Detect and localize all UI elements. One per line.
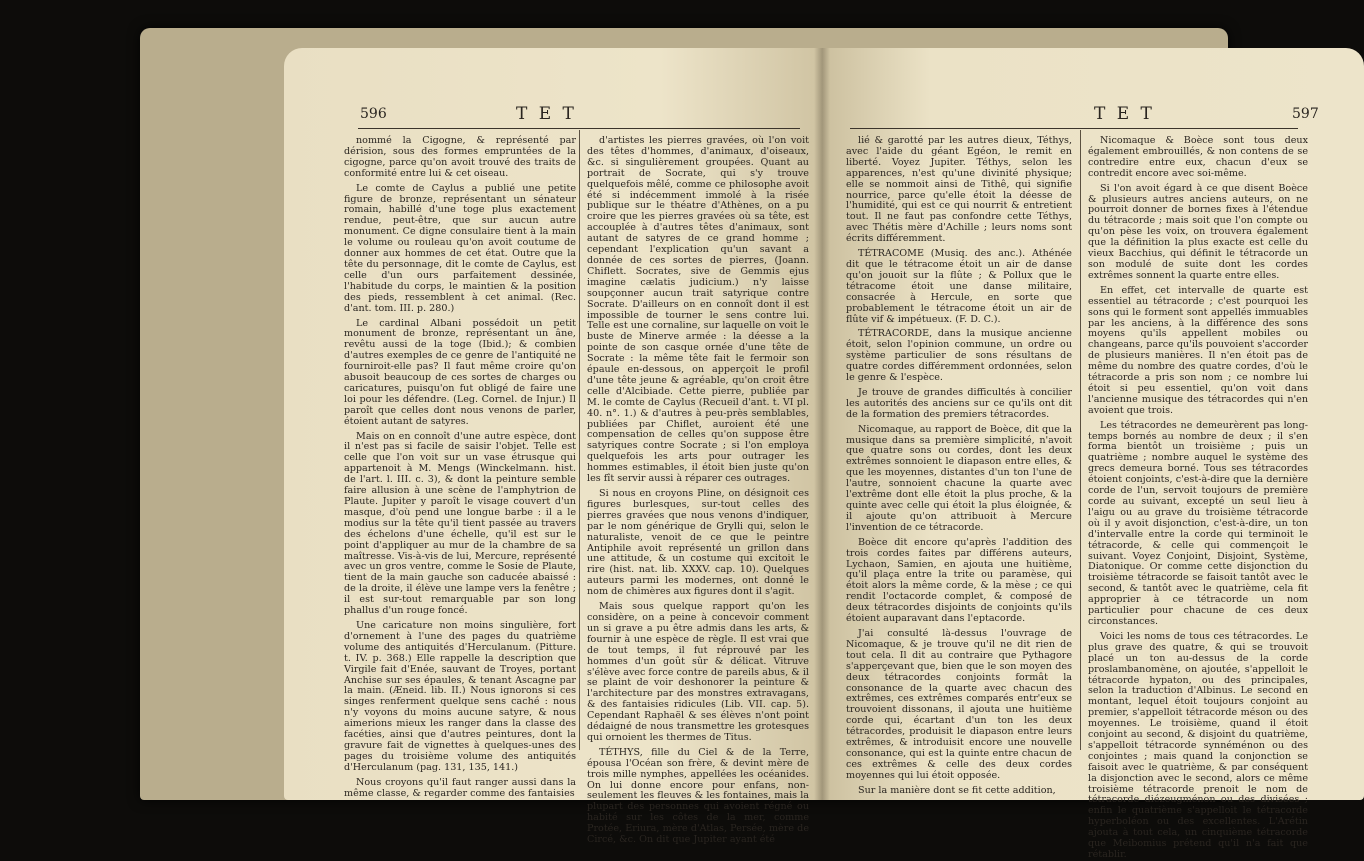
text-column-right-2 <box>1088 135 1308 860</box>
paragraph: Les tétracordes ne demeurèrent pas long-temps bornés au nombre de deux ; il s'en forma bientôt un troisième ; puis un quatrième ; nombre auquel le système des grecs demeura borné. Tous ses tétracordes étoient conjoints, c'est-à-dire que la dernière corde de l'un, servoit toujours de première corde au suivant, excepté un seul lieu à l'aigu ou au grave du troisième tétracorde où il y avoit disjonction, c'est-à-dire, un ton d'intervalle entre la corde qui terminoit le tétracorde, & celle qui commençoit le suivant. Voyez Conjoint, Disjoint, Système, Diatonique. Or comme cette disjonction du troisième tétracorde se faisoit tantôt avec le second, & tantôt avec le quatrième, cela fit approprier à ce tétracorde un nom particulier pour chacune de ces deux circonstances. <box>1088 419 1308 627</box>
paragraph: Nicomaque & Boèce sont tous deux également embrouillés, & non contens de se contredire entre eux, chacun d'eux se contredit encore avec soi-même. <box>1088 135 1308 179</box>
paragraph: Mais sous quelque rapport qu'on les considère, on a peine à concevoir comment un si grave a pu être admis dans les arts, & fournir à une espèce de règle. Il est vrai que de tout temps, il fut réprouvé par les hommes d'un goût sûr & délicat. Vitruve s'élève avec force contre de pareils abus, & il se plaint de voir deshonorer la peinture & l'architecture par des monstres extravagans, & des fantaisies ridicules (Lib. VII. cap. 5). Cependant Raphaël & ses élèves n'ont point dédaigné de nous transmettre les grotesques qui ornoient les thermes de Titus. <box>587 601 809 743</box>
paragraph: Mais on en connoît d'une autre espèce, dont il n'est pas si facile de saisir l'objet. Telle est celle que l'on voit sur un vase étrusque qui appartenoit à M. Mengs (Winckelmann. hist. de l'art. l. III. c. 3), & dont la peinture semble faire allusion à une scène de l'amphytrion de Plaute. Jupiter y paroît le visage couvert d'un masque, d'où pend une longue barbe : il a le modius sur la tête qu'il tient passée au travers des échelons d'une échelle, qu'il est sur le point d'appliquer au mur de la chambre de sa maîtresse. Vis-à-vis de lui, Mercure, représenté avec un gros ventre, comme le Sosie de Plaute, tient de la main gauche son caducée abaissé : de la droite, il élève une lampe vers la fenêtre ; il est sur-tout remarquable par son long phallus d'un rouge foncé. <box>344 430 576 617</box>
paragraph: Si l'on avoit égard à ce que disent Boèce & plusieurs autres anciens auteurs, on ne pourroit donner de bornes fixes à l'étendue du tétracorde ; mais soit que l'on compte ou qu'on pèse les voix, on trouvera également que la définition la plus exacte est celle du vieux Bacchius, qui définit le tétracorde un son modulé de suite dont les cordes extrêmes sonnent la quarte entre elles. <box>1088 182 1308 281</box>
paragraph: TÉTHYS, fille du Ciel & de la Terre, épousa l'Océan son frère, & devint mère de trois mille nymphes, appellées les océanides. On lui donne encore pour enfans, non-seulement les fleuves & les fontaines, mais la plupart des personnes qui avoient régné ou habité sur les côtes de la mer, comme Protée, Eriura, mère d'Atlas, Persée, mère de Circé, &c. On dit que Jupiter ayant été <box>587 746 809 846</box>
paragraph: TÉTRACOME (Musiq. des anc.). Athénée dit que le tétracome étoit un air de danse qu'on jouoit sur la flûte ; & Pollux que le tétracome étoit une danse militaire, consacrée à Hercule, en sorte que probablement le tétracome étoit un air de flûte vif & impétueux. (F. D. C.). <box>846 248 1072 325</box>
column-divider-right <box>1080 130 1081 750</box>
paragraph: Sur la manière dont se fit cette addition, <box>858 784 1056 796</box>
paragraph: Boèce dit encore qu'après l'addition des trois cordes faites par différens auteurs, Lychaon, Samien, en ajouta une huitième, qu'il plaça entre la trite ou paramèse, qui étoit alors la même corde, & la mèse ; ce qui rendit l'octacorde complet, & composé de deux tétracordes disjoints de conjoints qu'ils étoient auparavant dans l'eptacorde. <box>846 536 1072 625</box>
paragraph: Si nous en croyons Pline, on désignoit ces figures burlesques, sur-tout celles des pierres gravées que nous venons d'indiquer, par le nom générique de Grylli qui, selon le naturaliste, venoit de ce que le peintre Antiphile avoit représenté un grillon dans une attitude, & un costume qui excitoit le rire (hist. nat. lib. XXXV. cap. 10). Quelques auteurs parmi les modernes, ont donné le nom de chimères aux figures dont il s'agit. <box>587 488 809 598</box>
right-page <box>822 48 1364 860</box>
text-column-left-2 <box>587 135 809 846</box>
paragraph: Je trouve de grandes difficultés à concilier les autorités des anciens sur ce qu'ils ont dit de la formation des premiers tétracordes. <box>846 386 1072 420</box>
paragraph: Une caricature non moins singulière, fort d'ornement à l'une des pages du quatrième volume des antiquités d'Herculanum. (Pitture. t. IV. p. 368.) Elle rappelle la description que Virgile fait d'Enée, sauvant de Troyes, portant Anchise sur ses épaules, & tenant Ascagne par la main. (Æneid. lib. II.) Nous ignorons si ces singes renferment quelque sens caché : nous n'y voyons du moins aucune satyre, & nous aimerions mieux les ranger dans la classe des facéties, ainsi que d'autres peintures, dont la gravure fait de vignettes à quelques-unes des pages du troisième volume des antiquités d'Herculanum (pag. 131, 135, 141.) <box>344 619 576 773</box>
paragraph: Le cardinal Albani possédoit un petit monument de bronze, représentant un âne, revêtu aussi de la toge (Ibid.); & combien d'autres exemples de ce genre de l'antiquité ne fourniroit-elle pas? Il faut même croire qu'on abusoit beaucoup de ces sortes de charges ou caricatures, puisqu'on fut obligé de faire une loi pour les défendre. (Leg. Cornel. de Injur.) Il paroît que celles dont nous venons de parler, étoient autant de satyres. <box>344 317 576 427</box>
paragraph: lié & garotté par les autres dieux, Téthys, avec l'aide du géant Egéon, le remit en liberté. Voyez Jupiter. Téthys, selon les apparences, n'est qu'une divinité physique; elle se nommoit ainsi de Tithê, qui signifie nourrice, parce qu'elle étoit la déesse de l'humidité, qui est ce qui nourrit & entretient tout. Il ne faut pas confondre cette Téthys, avec Thétis mère d'Achille ; leurs noms sont écrits différemment. <box>846 135 1072 245</box>
paragraph: nommé la Cigogne, & représenté par dérision, sous des formes empruntées de la cigogne, parce qu'on avoit trouvé des traits de conformité entre lui & cet oiseau. <box>344 135 576 179</box>
paragraph: En effet, cet intervalle de quarte est essentiel au tétracorde ; c'est pourquoi les sons qui le forment sont appellés immuables par les anciens, à la différence des sons moyens qu'ils appellent mobiles ou changeans, parce qu'ils pouvoient s'accorder de plusieurs manières. Il n'en étoit pas de même du nombre des quatre cordes, d'où le tétracorde a pris son nom ; ce nombre lui étoit si peu essentiel, qu'on voit dans l'ancienne musique des tétracordes qui n'en avoient que trois. <box>1088 284 1308 416</box>
header-rule-left <box>358 128 800 129</box>
paragraph: TÉTRACORDE, dans la musique ancienne étoit, selon l'opinion commune, un ordre ou système particulier de sons résultans de quatre cordes différemment ordonnées, selon le genre & l'espèce. <box>846 328 1072 384</box>
page-number-right: 597 <box>1292 106 1319 122</box>
column-divider-left <box>579 130 580 750</box>
running-head-right: T E T <box>1094 104 1155 124</box>
paragraph: d'artistes les pierres gravées, où l'on voit des têtes d'hommes, d'animaux, d'oiseaux, &c. si singulièrement groupées. Quant au portrait de Socrate, qui s'y trouve quelquefois mêlé, comme ce philosophe avoit été si indécemment immolé à la risée publique sur le théatre d'Athènes, on a pu croire que les pierres gravées où sa tête, est accouplée à d'autres têtes d'animaux, sont autant de satyres de ce grand homme ; cependant l'explication qu'un savant a donnée de ces sortes de pierres, (Joann. Chiflett. Socrates, sive de Gemmis ejus imagine cælatis judicium.) n'y laisse soupçonner aucun trait satyrique contre Socrate. D'ailleurs on en connoît dont il est impossible de tourner le sens contre lui. Telle est une cornaline, sur laquelle on voit le buste de Minerve armée : la déesse a la pointe de son casque ornée d'une tête de Socrate : la même tête fait le fermoir son épaule en-dessous, on apperçoit le profil d'une tête jeune & agréable, qu'on croit être celle d'Alcibiade. Cette pierre, publiée par M. le comte de Caylus (Recueil d'ant. t. VI pl. 40. n°. 1.) & d'autres à peu-près semblables, publiées par Chiflet, auroient été une compensation de celles qu'on suppose être satyriques contre Socrate ; si l'on employa quelquefois les arts pour outrager les hommes estimables, il étoit bien juste qu'on les fît servir aussi à réparer ces outrages. <box>587 135 809 485</box>
paragraph: Nous croyons qu'il faut ranger aussi dans la même classe, & regarder comme des fantaisies <box>344 776 576 799</box>
paragraph: J'ai consulté là-dessus l'ouvrage de Nicomaque, & je trouve qu'il ne dit rien de tout cela. Il dit au contraire que Pythagore s'apperçevant que, bien que le son moyen des deux tétracordes conjoints formât la consonance de la quarte avec chacun des extrêmes, ces extrêmes comparés entr'eux se trouvoient dissonans, il ajouta une huitième corde qui, écartant d'un ton les deux tétracordes, produisit le diapason entre leurs extrêmes, & introduisit encore une nouvelle consonance, qui est la quinte entre chacun de ces extrêmes & celle des deux cordes moyennes qui lui étoit opposée. <box>846 627 1072 781</box>
book-gutter <box>814 48 830 800</box>
text-column-right-1 <box>846 135 1072 796</box>
paragraph: Nicomaque, au rapport de Boèce, dit que la musique dans sa première simplicité, n'avoit que quatre sons ou cordes, dont les deux extrêmes sonnoient le diapason entre elles, & que les moyennes, distantes d'un ton l'une de l'autre, sonnoient chacune la quarte avec l'extrême dont elle étoit la plus proche, & la quinte avec celle qui étoit la plus éloignée, & il ajoute qu'on attribuoit à Mercure l'invention de ce tétracorde. <box>846 423 1072 533</box>
paragraph: Le comte de Caylus a publié une petite figure de bronze, représentant un sénateur romain, habillé d'une toge plus exactement rendue, peut-être, que sur aucun autre monument. Ce digne consulaire tient à la main le volume ou rouleau qu'on avoit coutume de donner aux hommes de cet état. Outre que la tête du personnage, dit le comte de Caylus, est celle d'un ours parfaitement dessinée, l'habitude du corps, le maintien & la position des pieds, ressemblent à cet animal. (Rec. d'ant. tom. III. p. 280.) <box>344 182 576 314</box>
running-head-left: T E T <box>516 104 577 124</box>
left-page <box>284 48 822 846</box>
header-rule-right <box>850 128 1298 129</box>
text-column-left-1 <box>344 135 576 799</box>
page-number-left: 596 <box>360 106 387 122</box>
paragraph: Voici les noms de tous ces tétracordes. Le plus grave des quatre, & qui se trouvoit placé un ton au-dessus de la corde proslambanomène, on ajoutée, s'appelloit le tétracorde hypaton, ou des principales, selon la traduction d'Albinus. Le second en montant, lequel étoit toujours conjoint au premier, s'appelloit tétracorde méson ou des moyennes. Le troisième, quand il étoit conjoint au second, & disjoint du quatrième, s'appelloit tétracorde synnéménon ou des conjointes ; mais quand la conjonction se faisoit avec le quatrième, & par conséquent la disjonction avec le second, alors ce même troisième tétracorde prenoit le nom de tétracorde diézeugménon ou des divisées ; enfin le quatrième s'appelloit le tétracorde hyperboléon ou des excellentes. L'Arétin ajouta à tout cela, un cinquième tétracorde que Meibomius prétend qu'il n'a fait que rétablir. <box>1088 630 1308 860</box>
open-book <box>140 28 1319 860</box>
